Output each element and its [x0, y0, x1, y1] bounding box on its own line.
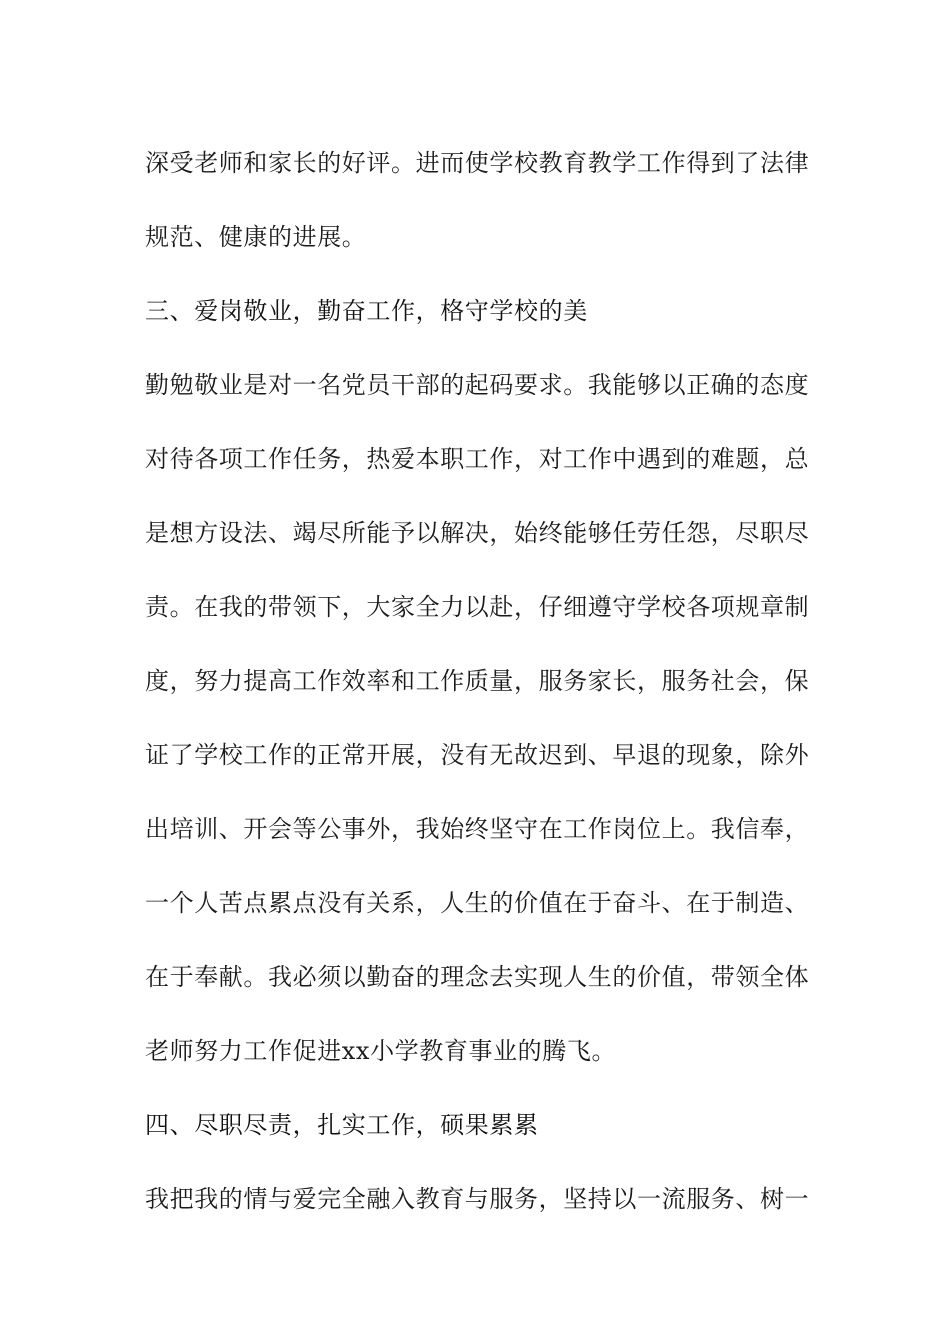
paragraph-line-7: 责。在我的带领下，大家全力以赴，仔细遵守学校各项规章制 [145, 593, 810, 621]
paragraph-line-9: 证了学校工作的正常开展，没有无故迟到、早退的现象，除外 [145, 741, 810, 769]
section-heading-3: 三、爱岗敬业，勤奋工作，格守学校的美 [145, 297, 588, 325]
paragraph-line-11: 一个人苦点累点没有关系，人生的价值在于奋斗、在于制造、 [145, 889, 810, 917]
paragraph-line-6: 是想方设法、竭尽所能予以解决，始终能够任劳任怨，尽职尽 [145, 519, 810, 547]
paragraph-line-4: 勤勉敬业是对一名党员干部的起码要求。我能够以正确的态度 [145, 371, 810, 399]
paragraph-line-15: 我把我的情与爱完全融入教育与服务，坚持以一流服务、树一 [145, 1185, 810, 1213]
section-heading-4: 四、尽职尽责，扎实工作，硕果累累 [145, 1111, 539, 1139]
paragraph-line-5: 对待各项工作任务，热爱本职工作，对工作中遇到的难题，总 [145, 445, 810, 473]
paragraph-line-13: 老师努力工作促进xx小学教育事业的腾飞。 [145, 1037, 617, 1065]
body-text [145, 126, 810, 1236]
paragraph-line-10: 出培训、开会等公事外，我始终坚守在工作岗位上。我信奉， [145, 815, 810, 843]
paragraph-line-1: 深受老师和家长的好评。进而使学校教育教学工作得到了法律 [145, 149, 810, 177]
paragraph-line-8: 度，努力提高工作效率和工作质量，服务家长，服务社会，保 [145, 667, 810, 695]
paragraph-line-12: 在于奉献。我必须以勤奋的理念去实现人生的价值，带领全体 [145, 963, 810, 991]
paragraph-line-2: 规范、健康的进展。 [145, 223, 367, 251]
